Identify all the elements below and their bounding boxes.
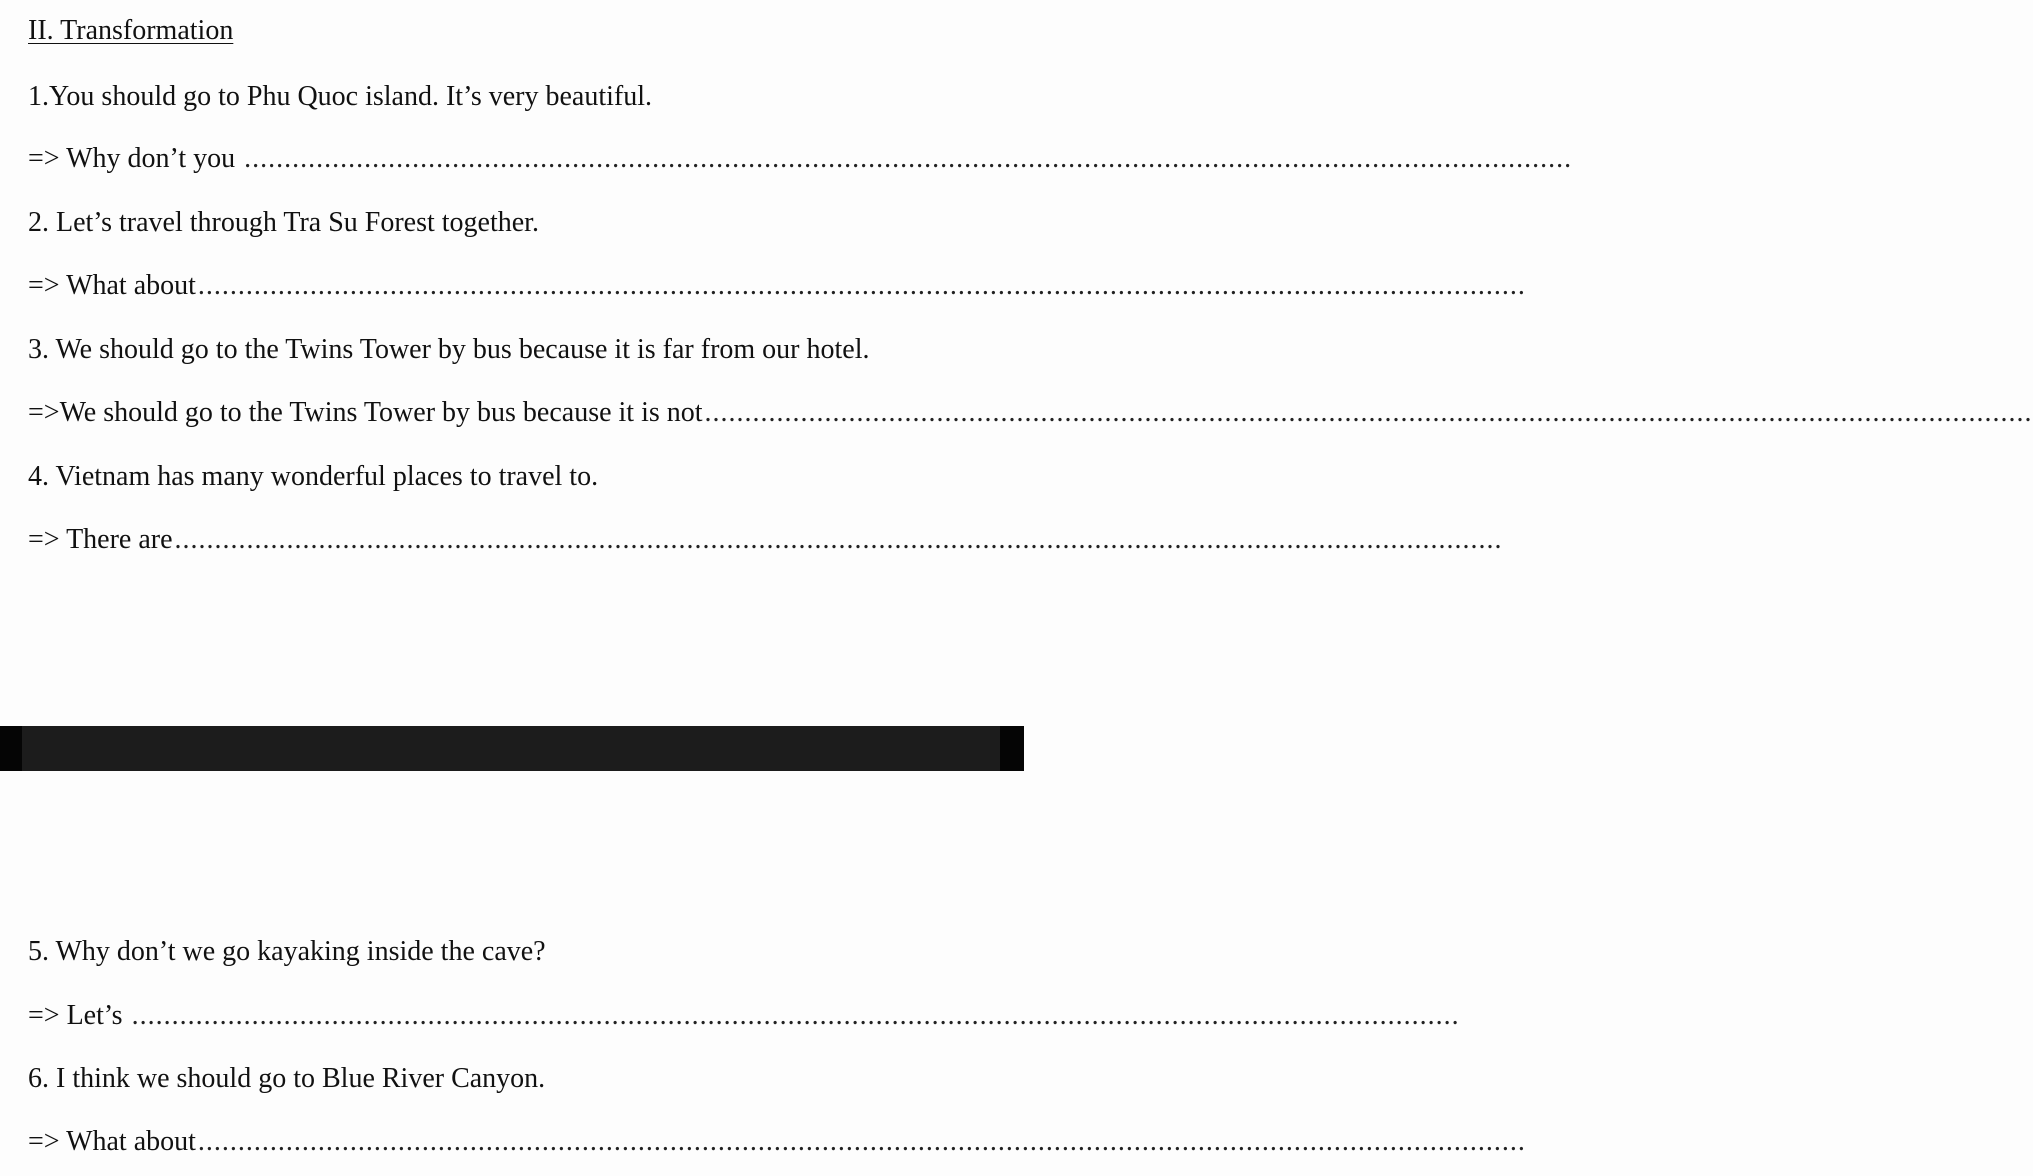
question-6: 6. I think we should go to Blue River Canyon. [28,1063,546,1094]
answer-blank-5: ...................................................................................................................................................................... [131,1000,1460,1031]
question-4: 4. Vietnam has many wonderful places to travel to. [28,461,599,492]
answer-blank-6: ...................................................................................................................................................................... [197,1126,1526,1157]
answer-blank-2: ...................................................................................................................................................................... [197,270,1526,301]
question-2: 2. Let’s travel through Tra Su Forest together. [28,207,539,238]
question-1: 1.You should go to Phu Quoc island. It’s very beautiful. [28,81,653,112]
answer-blank-1: ...................................................................................................................................................................... [244,143,1573,174]
answer-blank-3: ...................................................................................................................................................................... [704,397,2033,428]
answer-line-3 [28,396,2033,430]
question-5: 5. Why don’t we go kayaking inside the cave? [28,936,546,967]
answer-line-2 [28,269,1526,303]
answer-prompt-4: => There are [28,524,173,555]
band-edge-right [1000,726,1024,771]
band-edge-left [0,726,22,771]
answer-line-4 [28,523,1503,557]
dark-separator-band [0,726,1024,771]
question-3: 3. We should go to the Twins Tower by bus because it is far from our hotel. [28,334,870,365]
answer-prompt-3: =>We should go to the Twins Tower by bus because it is not [28,397,703,428]
answer-line-6 [28,1125,1526,1159]
answer-blank-4: ...................................................................................................................................................................... [174,524,1503,555]
answer-line-5 [28,999,1460,1033]
answer-prompt-1: => Why don’t you [28,143,243,174]
answer-prompt-2: => What about [28,270,196,301]
answer-prompt-5: => Let’s [28,1000,130,1031]
section-title: II. Transformation [28,15,234,46]
answer-line-1 [28,142,1573,176]
answer-prompt-6: => What about [28,1126,196,1157]
